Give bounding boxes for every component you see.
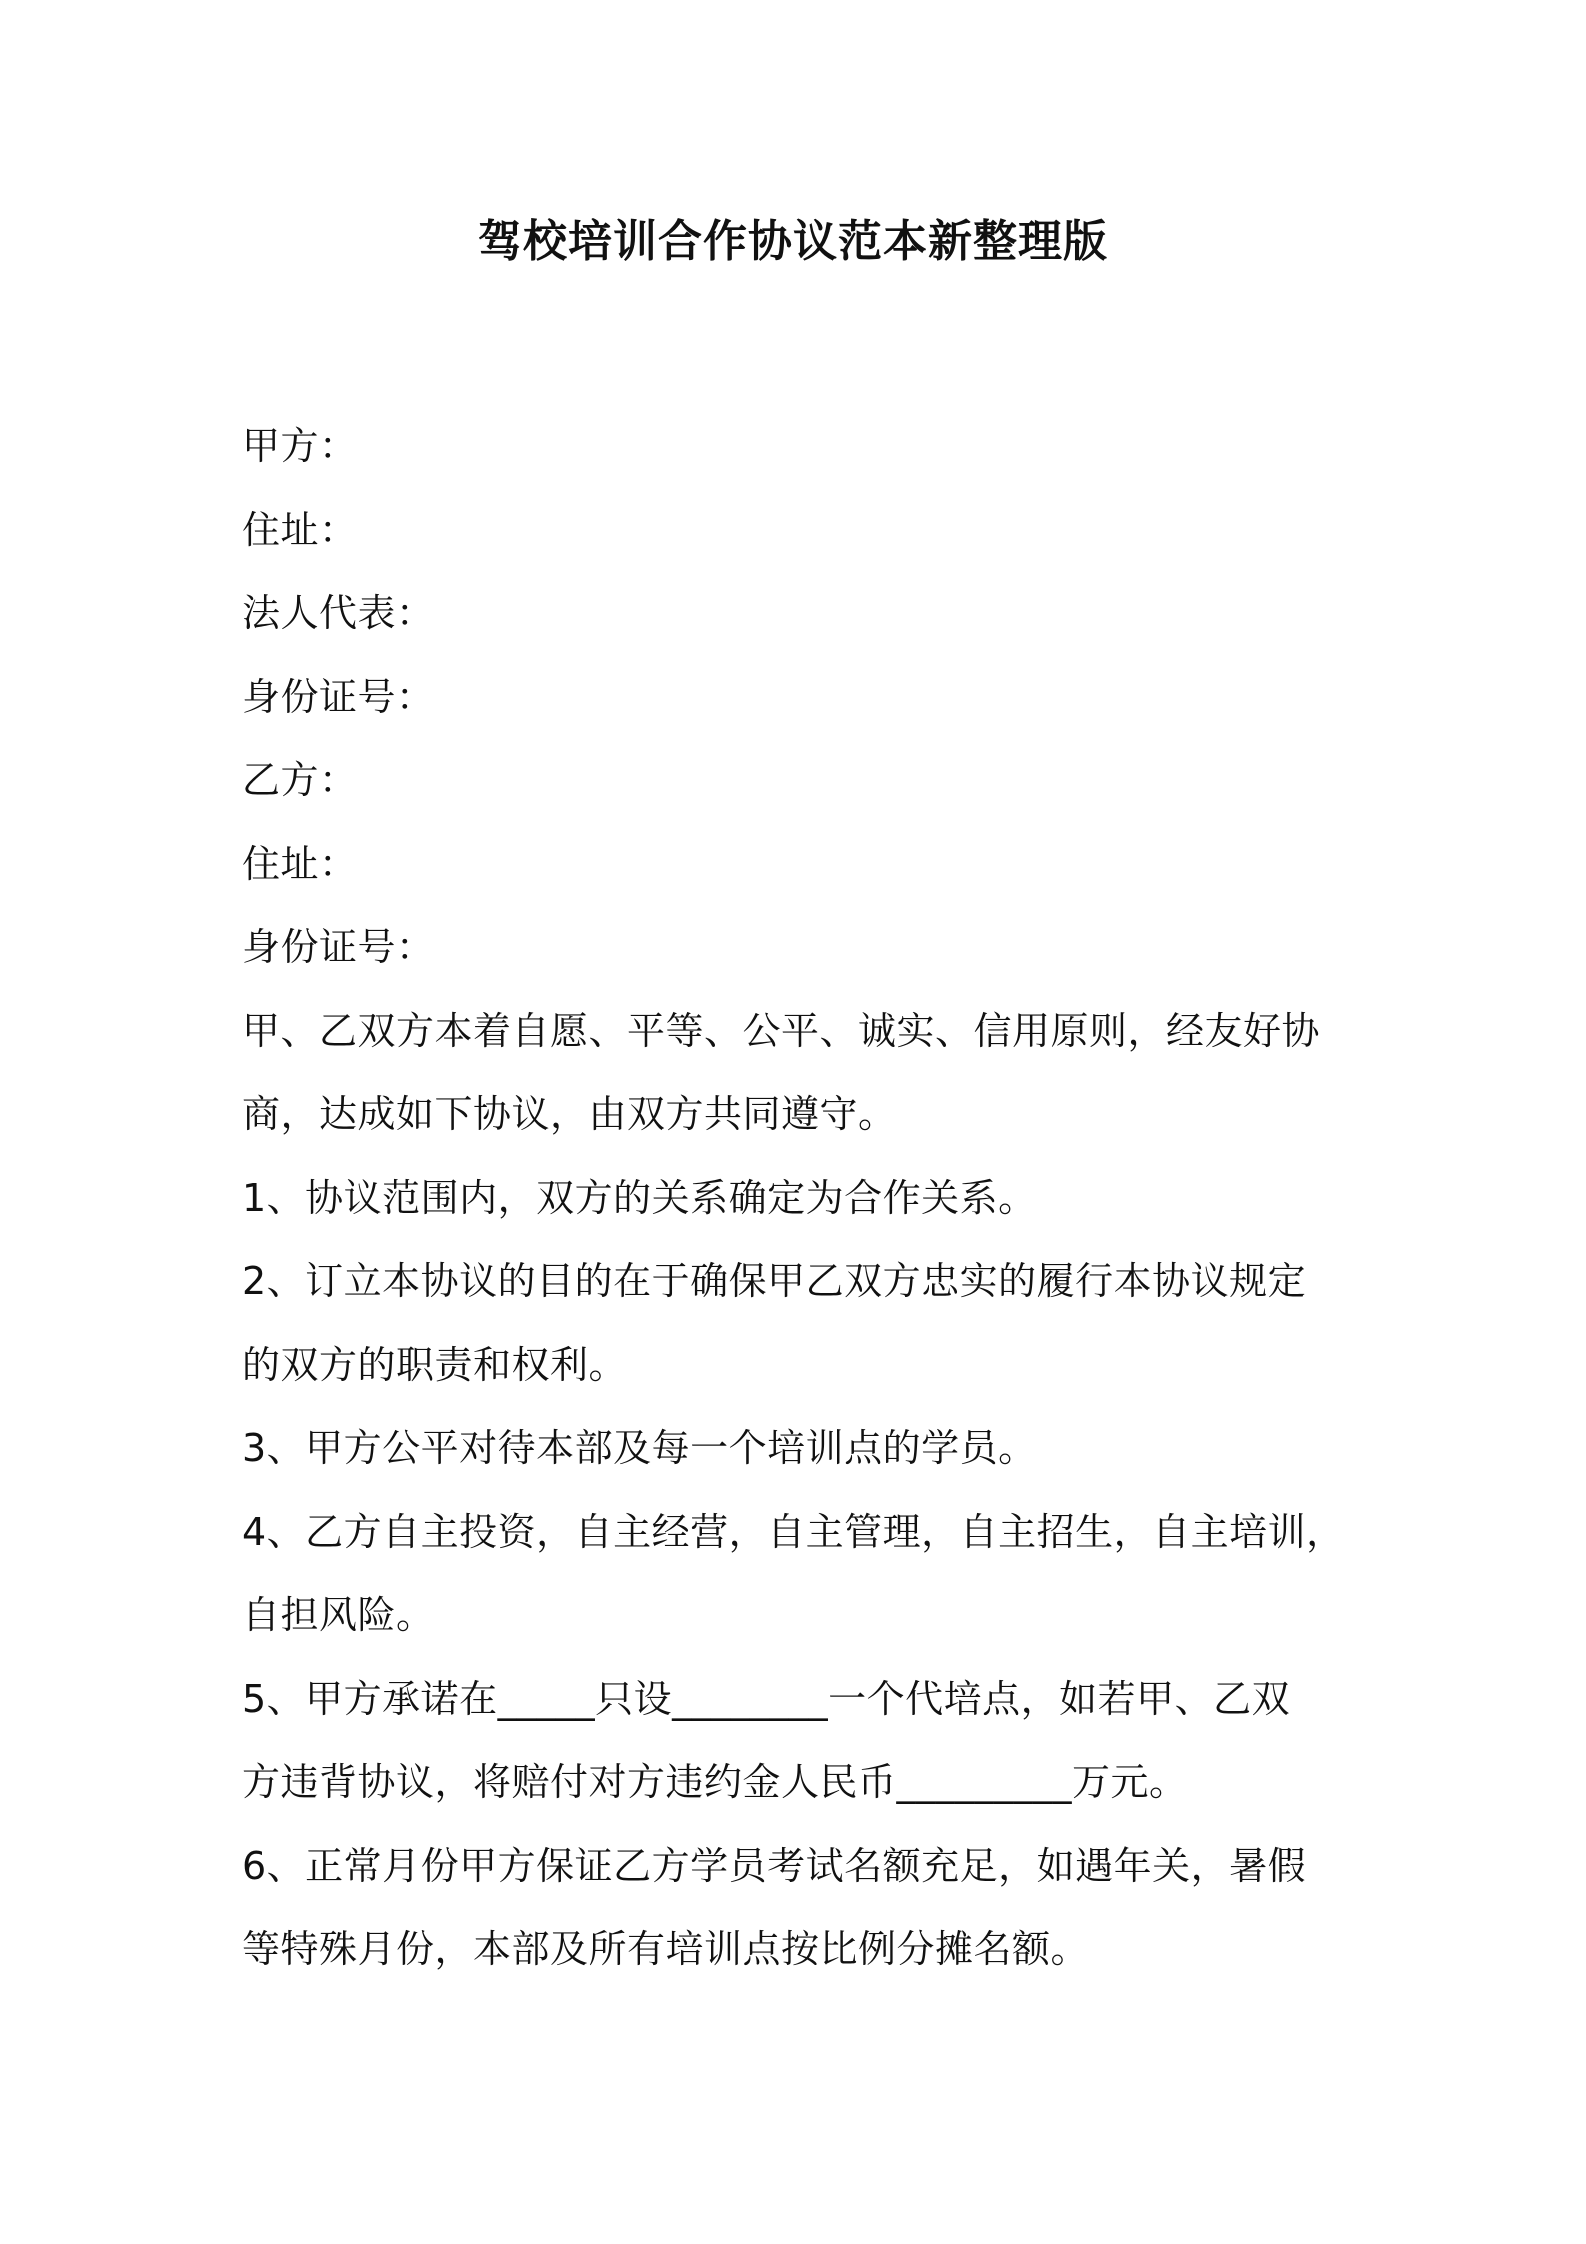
field-party-b-address: 住址： (242, 841, 358, 886)
clause-4-line-2: 自担风险。 (242, 1593, 435, 1637)
clause-6-line-1: 6、正常月份甲方保证乙方学员考试名额充足，如遇年关，暑假 (242, 1843, 1307, 1888)
clause-6-line-2: 等特殊月份，本部及所有培训点按比例分摊名额。 (242, 1927, 1090, 1971)
field-party-a-id-number: 身份证号： (242, 674, 435, 719)
preamble-line-1: 甲、乙双方本着自愿、平等、公平、诚实、信用原则，经友好协 (242, 1008, 1321, 1053)
field-party-b-id-number: 身份证号： (242, 925, 435, 969)
clause-1: 1、协议范围内，双方的关系确定为合作关系。 (242, 1175, 1037, 1220)
clause-2-line-2: 的双方的职责和权利。 (242, 1342, 628, 1387)
document-body (242, 405, 1362, 1992)
clause-5-line-2: 方违背协议，将赔付对方违约金人民币_________万元。 (242, 1760, 1188, 1804)
document-title: 驾校培训合作协议范本新整理版 (478, 216, 1108, 267)
clause-4-line-1: 4、乙方自主投资，自主经营，自主管理，自主招生，自主培训， (242, 1509, 1345, 1554)
field-party-a: 甲方： (242, 424, 358, 468)
field-party-a-address: 住址： (242, 507, 358, 552)
clause-5-line-1: 5、甲方承诺在_____只设________一个代培点，如若甲、乙双 (242, 1676, 1291, 1721)
clause-3: 3、甲方公平对待本部及每一个培训点的学员。 (242, 1426, 1037, 1470)
preamble-line-2: 商，达成如下协议，由双方共同遵守。 (242, 1092, 897, 1136)
clause-2-line-1: 2、订立本协议的目的在于确保甲乙双方忠实的履行本协议规定 (242, 1259, 1307, 1303)
field-legal-representative: 法人代表： (242, 591, 435, 635)
field-party-b: 乙方： (242, 758, 358, 802)
